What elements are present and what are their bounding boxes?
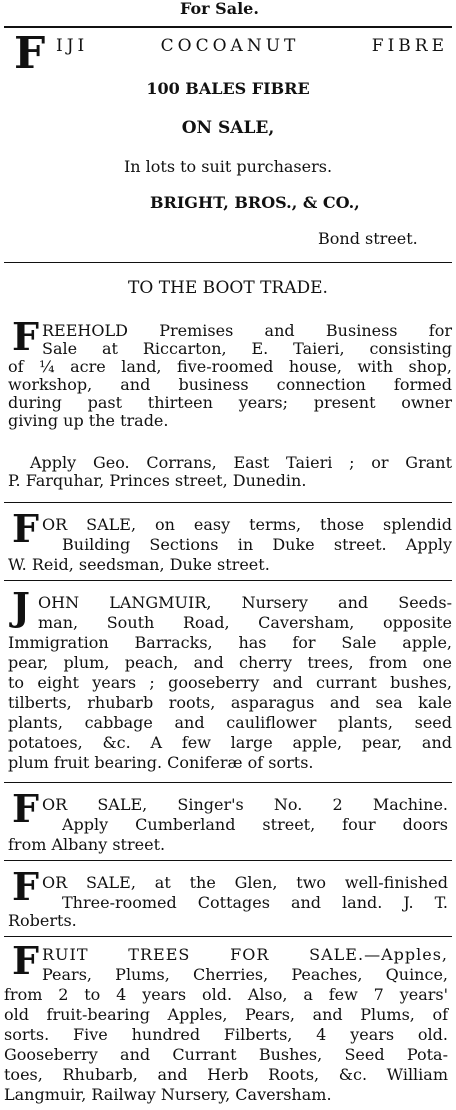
ad-line: Apply Geo. Corrans, East Taieri ; or Grant	[30, 453, 452, 472]
ad-line: from Albany street.	[8, 835, 166, 854]
ad-line: OR SALE, at the Glen, two well-finished	[42, 873, 448, 892]
ad-line: to eight years ; gooseberry and currant bushes,	[8, 673, 452, 692]
ad-line: BRIGHT, BROS., & CO.,	[150, 193, 360, 212]
ad-line: plants, cabbage and cauliflower plants, seed	[8, 713, 452, 732]
ad-line: during past thirteen years; present owner	[8, 393, 452, 412]
ad-line: In lots to suit purchasers.	[123, 157, 333, 176]
ad-line: OR SALE, on easy terms, those splendid	[42, 515, 452, 534]
ad-line: pear, plum, peach, and cherry trees, from one	[8, 653, 452, 672]
ad-line: Sale at Riccarton, E. Taieri, consisting	[42, 339, 452, 358]
drop-cap: F	[12, 938, 39, 983]
column-rule	[4, 262, 452, 263]
ad-line: Roberts.	[8, 911, 77, 930]
header-rule	[4, 26, 452, 28]
ad-line: giving up the trade.	[8, 411, 169, 430]
ad-line: man, South Road, Caversham, opposite	[38, 613, 452, 632]
column-rule	[4, 502, 452, 503]
ad-line: Three-roomed Cottages and land. J. T.	[62, 893, 448, 912]
ad-line: IJI COCOANUT FIBRE	[56, 36, 448, 56]
ad-line: sorts. Five hundred Filberts, 4 years old.	[4, 1025, 448, 1044]
drop-cap: J	[12, 584, 30, 629]
ad-line: tilberts, rhubarb roots, asparagus and sea kale	[8, 693, 452, 712]
ad-line: OHN LANGMUIR, Nursery and Seeds-	[38, 593, 452, 612]
ad-line: ON SALE,	[181, 118, 275, 138]
ad-line: toes, Rhubarb, and Herb Roots, &c. William	[4, 1065, 448, 1084]
ad-line: P. Farquhar, Princes street, Dunedin.	[8, 471, 307, 490]
ad-line: of ¼ acre land, five-roomed house, with shop,	[8, 357, 452, 376]
drop-cap: F	[12, 314, 39, 359]
ad-line: from 2 to 4 years old. Also, a few 7 years'	[4, 985, 448, 1004]
drop-cap: F	[12, 786, 39, 831]
ad-line: workshop, and business connection formed	[8, 375, 452, 394]
ad-line: OR SALE, Singer's No. 2 Machine.	[42, 795, 448, 814]
ad-line: old fruit-bearing Apples, Pears, and Plums, of	[4, 1005, 448, 1024]
column-rule	[4, 782, 452, 783]
ad-line: Langmuir, Railway Nursery, Caversham.	[4, 1085, 332, 1104]
column-rule	[4, 860, 452, 861]
column-rule	[4, 936, 452, 937]
section-header: For Sale.	[180, 0, 259, 18]
ad-line: Apply Cumberland street, four doors	[62, 815, 448, 834]
drop-cap: F	[12, 864, 39, 909]
ad-line: Gooseberry and Currant Bushes, Seed Pota-	[4, 1045, 448, 1064]
ad-line: plum fruit bearing. Coniferæ of sorts.	[8, 753, 314, 772]
ad-line: RUIT TREES FOR SALE.—Apples,	[42, 945, 448, 964]
ad-line: potatoes, &c. A few large apple, pear, and	[8, 733, 452, 752]
ad-line: Immigration Barracks, has for Sale apple,	[8, 633, 452, 652]
ad-line: REEHOLD Premises and Business for	[42, 321, 452, 340]
ad-line: Bond street.	[318, 229, 418, 248]
ad-line: Building Sections in Duke street. Apply	[62, 535, 452, 554]
ad-line: W. Reid, seedsman, Duke street.	[8, 555, 270, 574]
ad-line: Pears, Plums, Cherries, Peaches, Quince,	[42, 965, 448, 984]
column-rule	[4, 580, 452, 581]
ad-title: TO THE BOOT TRADE.	[128, 278, 328, 298]
drop-cap: F	[14, 28, 46, 79]
drop-cap: F	[12, 506, 39, 551]
ad-line: 100 BALES FIBRE	[146, 79, 310, 98]
